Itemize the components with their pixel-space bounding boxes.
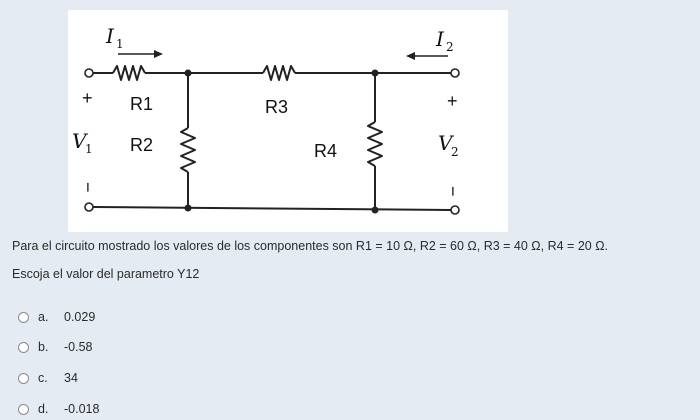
i1-label: I (106, 24, 114, 48)
junction-dot (372, 70, 379, 77)
r2-label: R2 (130, 135, 154, 155)
i2-label: I (436, 27, 444, 51)
junction-dot (372, 207, 379, 214)
r3-label: R3 (265, 97, 289, 117)
terminal-2-plus (451, 69, 459, 77)
i1-arrow-icon (118, 50, 163, 58)
r1-label: R1 (130, 94, 154, 114)
option-b[interactable] (18, 340, 93, 354)
r4-resistor (368, 122, 382, 166)
option-value: -0.58 (64, 340, 93, 354)
option-d[interactable] (18, 402, 99, 416)
option-value: 34 (64, 371, 78, 385)
junction-dot (185, 70, 192, 77)
option-a[interactable] (18, 310, 95, 324)
v2-minus-sign: − (443, 186, 463, 197)
option-letter: b. (38, 340, 49, 354)
v1-minus-sign: − (78, 182, 98, 193)
r2-resistor (181, 128, 195, 172)
question-prompt: Escoja el valor del parametro Y12 (12, 267, 200, 281)
v2-subscript: 2 (451, 145, 459, 159)
v1-label: V (72, 129, 87, 153)
option-letter: a. (38, 310, 49, 324)
terminal-2-minus (451, 206, 459, 214)
i1-subscript: 1 (116, 37, 124, 51)
v1-plus-sign: + (82, 88, 93, 108)
option-c[interactable] (18, 371, 78, 385)
option-letter: d. (38, 402, 49, 416)
radio-icon[interactable] (18, 312, 29, 323)
radio-icon[interactable] (18, 404, 29, 415)
i2-subscript: 2 (446, 40, 454, 54)
junction-dot (185, 205, 192, 212)
radio-icon[interactable] (18, 342, 29, 353)
question-text: Para el circuito mostrado los valores de los componentes son R1 = 10 Ω, R2 = 60 Ω, R3 = 40 Ω, R4 = 20 Ω. (12, 239, 609, 253)
option-value: -0.018 (64, 402, 100, 416)
terminal-1-minus (85, 203, 93, 211)
circuit-diagram (68, 10, 508, 232)
option-letter: c. (38, 371, 48, 385)
v2-plus-sign: + (447, 91, 458, 111)
r3-resistor (263, 66, 295, 80)
v1-subscript: 1 (85, 142, 93, 156)
terminal-1-plus (85, 69, 93, 77)
r1-resistor (113, 66, 145, 80)
i2-arrow-icon (406, 52, 448, 60)
v2-label: V (438, 131, 453, 155)
r4-label: R4 (314, 141, 338, 161)
radio-icon[interactable] (18, 373, 29, 384)
option-value: 0.029 (64, 310, 96, 324)
